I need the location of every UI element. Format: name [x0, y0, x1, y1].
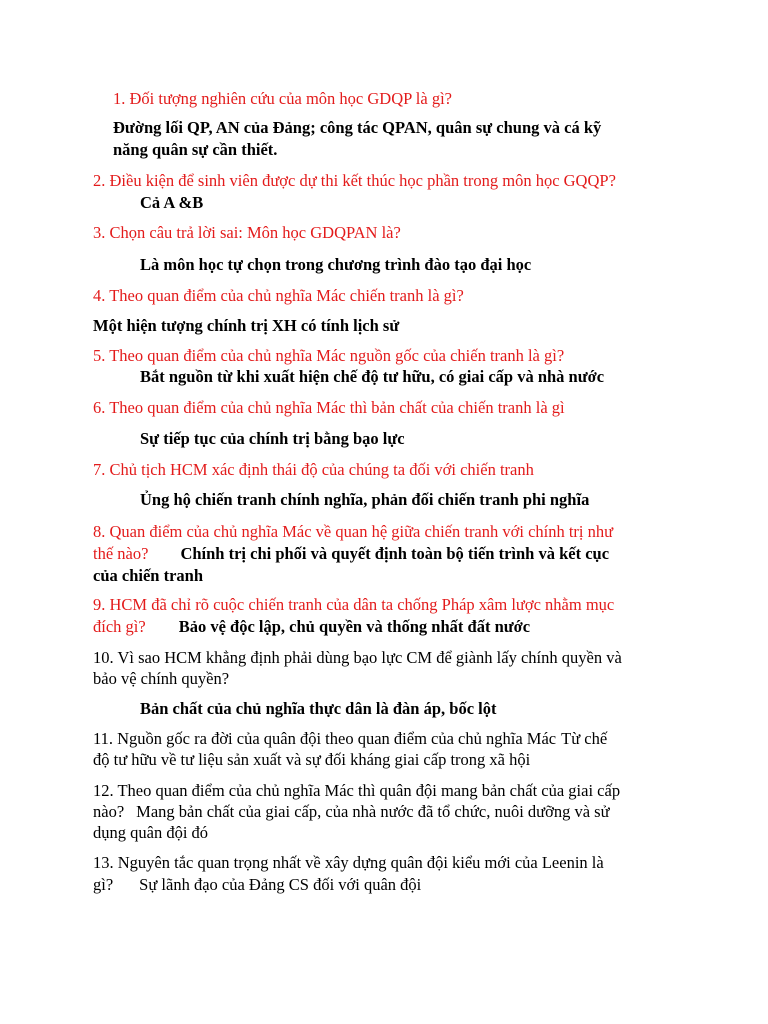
- question-8-line-2-row: [93, 543, 609, 565]
- question-12-line-2-row: [93, 801, 610, 823]
- question-10-line-1: 10. Vì sao HCM khẳng định phải dùng bạo lực CM để giành lấy chính quyền và: [93, 648, 622, 667]
- question-12-line-2: nào?: [93, 802, 125, 821]
- question-5: 5. Theo quan điểm của chủ nghĩa Mác nguồn gốc của chiến tranh là gì?: [93, 346, 565, 365]
- question-2: 2. Điều kiện để sinh viên được dự thi kết thúc học phần trong môn học GQQP?: [93, 171, 616, 190]
- answer-4: Một hiện tượng chính trị XH có tính lịch sử: [93, 316, 400, 335]
- question-9-line-2: đích gì?: [93, 617, 146, 636]
- question-3: 3. Chọn câu trả lời sai: Môn học GDQPAN là?: [93, 223, 401, 242]
- question-6: 6. Theo quan điểm của chủ nghĩa Mác thì bản chất của chiến tranh là gì: [93, 398, 565, 417]
- answer-12-line-2: dụng quân đội đó: [93, 823, 209, 842]
- answer-1-line-1: Đường lối QP, AN của Đảng; công tác QPAN, quân sự chung và cá kỹ: [113, 118, 602, 137]
- answer-11-line-2: độ tư hữu về tư liệu sản xuất và sự đối kháng giai cấp trong xã hội: [93, 750, 531, 769]
- question-11: 11. Nguồn gốc ra đời của quân đội theo quan điểm của chủ nghĩa Mác: [93, 729, 557, 748]
- answer-12-line-1: Mang bản chất của giai cấp, của nhà nước đã tổ chức, nuôi dưỡng và sử: [136, 802, 610, 821]
- question-10-line-2: bảo vệ chính quyền?: [93, 669, 230, 688]
- answer-9: Bảo vệ độc lập, chủ quyền và thống nhất đất nước: [178, 617, 531, 636]
- answer-8-line-2: của chiến tranh: [93, 566, 204, 585]
- answer-1-line-2: năng quân sự cần thiết.: [113, 140, 278, 159]
- question-8-line-2: thế nào?: [93, 544, 149, 563]
- question-4: 4. Theo quan điểm của chủ nghĩa Mác chiến tranh là gì?: [93, 286, 464, 305]
- question-7: 7. Chủ tịch HCM xác định thái độ của chúng ta đối với chiến tranh: [93, 460, 534, 479]
- answer-13: Sự lãnh đạo của Đảng CS đối với quân đội: [139, 875, 422, 894]
- question-9-line-2-row: [93, 616, 530, 638]
- question-13-line-2: gì?: [93, 875, 114, 894]
- answer-11-line-1: Từ chế: [561, 729, 608, 748]
- question-13-line-2-row: [93, 874, 421, 896]
- answer-7: Ủng hộ chiến tranh chính nghĩa, phản đối chiến tranh phi nghĩa: [140, 490, 590, 509]
- question-1: 1. Đối tượng nghiên cứu của môn học GDQP là gì?: [113, 89, 452, 108]
- answer-8-line-1: Chính trị chi phối và quyết định toàn bộ tiến trình và kết cục: [180, 544, 610, 563]
- answer-10: Bản chất của chủ nghĩa thực dân là đàn áp, bốc lột: [140, 699, 497, 718]
- answer-6: Sự tiếp tục của chính trị bằng bạo lực: [140, 429, 405, 448]
- answer-5: Bắt nguồn từ khi xuất hiện chế độ tư hữu, có giai cấp và nhà nước: [140, 367, 605, 386]
- question-12-line-1: 12. Theo quan điểm của chủ nghĩa Mác thì quân đội mang bản chất của giai cấp: [93, 781, 621, 800]
- question-13-line-1: 13. Nguyên tắc quan trọng nhất về xây dựng quân đội kiểu mới của Leenin là: [93, 853, 604, 872]
- question-8-line-1: 8. Quan điểm của chủ nghĩa Mác về quan hệ giữa chiến tranh với chính trị như: [93, 522, 614, 541]
- answer-3: Là môn học tự chọn trong chương trình đào tạo đại học: [140, 255, 532, 274]
- question-9-line-1: 9. HCM đã chỉ rõ cuộc chiến tranh của dân ta chống Pháp xâm lược nhằm mục: [93, 595, 615, 614]
- answer-2: Cả A &B: [140, 193, 204, 212]
- question-11-line-1-row: [93, 728, 607, 750]
